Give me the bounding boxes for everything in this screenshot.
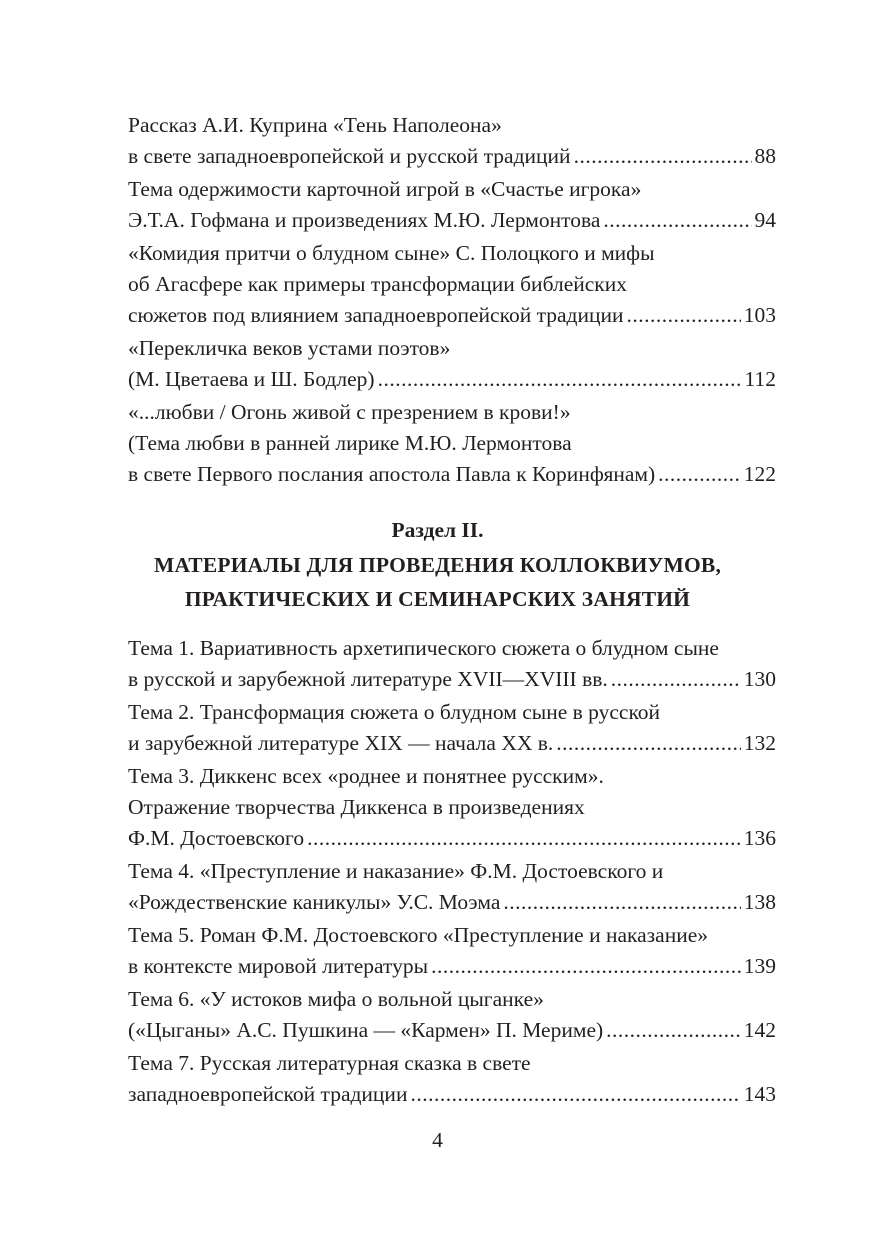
toc-entry: [128, 110, 776, 172]
toc-entry-line: Тема 1. Вариативность архетипического сюжета о блудном сыне: [128, 636, 719, 660]
toc-entry-last-line: [128, 728, 776, 759]
page-number: 4: [432, 1128, 443, 1152]
table-of-contents-part2: [128, 633, 776, 1112]
toc-entry: [128, 333, 776, 395]
toc-entry: [128, 856, 776, 918]
section-label: Раздел II.: [391, 518, 484, 542]
toc-entry-line: Тема 2. Трансформация сюжета о блудном сыне в русской: [128, 700, 661, 724]
toc-entry-text: Э.Т.А. Гофмана и произведениях М.Ю. Лермонтова: [128, 208, 601, 232]
toc-entry-line: Тема 6. «У истоков мифа о вольной цыганке»: [128, 987, 544, 1011]
toc-entry: [128, 984, 776, 1046]
toc-entry-text: («Цыганы» А.С. Пушкина — «Кармен» П. Мериме): [128, 1018, 604, 1042]
toc-entry: [128, 238, 776, 331]
toc-entry-line: об Агасфере как примеры трансформации библейских: [128, 272, 627, 296]
toc-entry-last-line: [128, 887, 776, 918]
toc-entry-text: западноевропейской традиции: [128, 1082, 408, 1106]
toc-entry-last-line: [128, 951, 776, 982]
toc-entry-last-line: [128, 1079, 776, 1110]
toc-page-number: 142: [743, 1018, 776, 1042]
toc-entry: [128, 920, 776, 982]
toc-entry-text: (М. Цветаева и Ш. Бодлер): [128, 367, 375, 391]
toc-entry-last-line: [128, 823, 776, 854]
toc-entry-line: «...любви / Огонь живой с презрением в крови!»: [128, 400, 571, 424]
dot-leader: [611, 664, 741, 695]
toc-entry-line: Тема 3. Диккенс всех «роднее и понятнее русским».: [128, 764, 604, 788]
dot-leader: [574, 141, 752, 172]
toc-entry-text: сюжетов под влиянием западноевропейской традиции: [128, 303, 624, 327]
toc-page-number: 138: [743, 890, 776, 914]
toc-entry: [128, 697, 776, 759]
toc-entry: [128, 1048, 776, 1110]
dot-leader: [410, 1079, 740, 1110]
toc-entry: [128, 174, 776, 236]
toc-entry-line: Тема 5. Роман Ф.М. Достоевского «Преступление и наказание»: [128, 923, 708, 947]
toc-entry-last-line: [128, 664, 776, 695]
dot-leader: [658, 459, 741, 490]
toc-entry-last-line: [128, 205, 776, 236]
toc-entry-last-line: [128, 300, 776, 331]
toc-page-number: 139: [743, 954, 776, 978]
toc-entry-last-line: [128, 459, 776, 490]
toc-entry-text: Ф.М. Достоевского: [128, 826, 305, 850]
dot-leader: [307, 823, 741, 854]
toc-entry-text: в контексте мировой литературы: [128, 954, 429, 978]
toc-page-number: 130: [743, 667, 776, 691]
toc-entry-text: и зарубежной литературе XIX — начала XX в.: [128, 731, 554, 755]
toc-entry-text: в свете Первого послания апостола Павла к Коринфянам): [128, 462, 656, 486]
dot-leader: [556, 728, 740, 759]
toc-entry-line: (Тема любви в ранней лирике М.Ю. Лермонтова: [128, 431, 572, 455]
toc-entry-text: «Рождественские каникулы» У.С. Моэма: [128, 890, 501, 914]
dot-leader: [431, 951, 741, 982]
toc-entry-last-line: [128, 141, 776, 172]
toc-page-number: 112: [744, 367, 776, 391]
toc-page-number: 122: [743, 462, 776, 486]
dot-leader: [378, 364, 742, 395]
toc-entry-line: Тема 7. Русская литературная сказка в свете: [128, 1051, 531, 1075]
toc-entry: [128, 397, 776, 490]
toc-page-number: 132: [743, 731, 776, 755]
toc-entry-line: «Перекличка веков устами поэтов»: [128, 336, 451, 360]
toc-page-number: 136: [743, 826, 776, 850]
toc-entry-line: Тема одержимости карточной игрой в «Счастье игрока»: [128, 177, 642, 201]
section-heading: [0, 515, 875, 616]
toc-entry-line: «Комидия притчи о блудном сыне» С. Полоцкого и мифы: [128, 241, 655, 265]
dot-leader: [606, 1015, 741, 1046]
toc-entry-text: в русской и зарубежной литературе XVII—XVIII вв.: [128, 667, 608, 691]
toc-entry-line: Отражение творчества Диккенса в произведениях: [128, 795, 585, 819]
toc-page-number: 143: [743, 1082, 776, 1106]
table-of-contents-part1: [128, 110, 776, 492]
toc-entry: [128, 761, 776, 854]
toc-page-number: 103: [743, 303, 776, 327]
toc-page-number: 94: [754, 208, 776, 232]
toc-entry-last-line: [128, 1015, 776, 1046]
toc-entry-line: Тема 4. «Преступление и наказание» Ф.М. Достоевского и: [128, 859, 664, 883]
toc-entry-text: в свете западноевропейской и русской традиций: [128, 144, 571, 168]
dot-leader: [627, 300, 741, 331]
section-title-line-2: ПРАКТИЧЕСКИХ И СЕМИНАРСКИХ ЗАНЯТИЙ: [184, 587, 691, 611]
section-title-line-1: МАТЕРИАЛЫ ДЛЯ ПРОВЕДЕНИЯ КОЛЛОКВИУМОВ,: [153, 553, 722, 577]
dot-leader: [603, 205, 751, 236]
toc-entry: [128, 633, 776, 695]
toc-entry-line: Рассказ А.И. Куприна «Тень Наполеона»: [128, 113, 502, 137]
dot-leader: [503, 887, 740, 918]
toc-page-number: 88: [754, 144, 776, 168]
toc-entry-last-line: [128, 364, 776, 395]
